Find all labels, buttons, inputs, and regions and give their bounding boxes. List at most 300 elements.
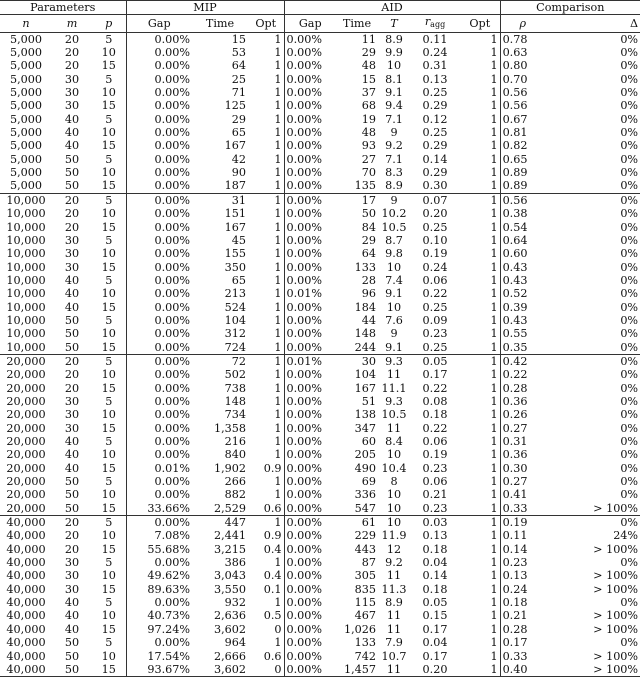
cell-p: 15 — [92, 341, 126, 355]
cell-m: 30 — [64, 582, 80, 596]
cell-aid-ragg: 0.15 — [422, 609, 448, 623]
cell-mip-gap: 93.67% — [126, 663, 192, 677]
cell-aid-T: 8.7 — [385, 233, 403, 247]
cell-aid-opt: 1 — [460, 475, 500, 488]
cell-rho: 0.41 — [502, 488, 528, 502]
cell-mip-time: 2,636 — [213, 609, 246, 623]
cell-aid-gap: 0.00% — [286, 394, 323, 408]
cell-n: 40,000 — [0, 663, 52, 677]
table-row — [0, 327, 640, 340]
cell-p: 15 — [92, 623, 126, 636]
cell-aid-T: 9.9 — [385, 46, 403, 60]
cell-mip-opt: 1 — [248, 354, 284, 368]
cell-mip-gap: 0.00% — [154, 59, 190, 73]
cell-aid-time: 443 — [354, 542, 376, 556]
cell-mip-time: 151 — [224, 207, 246, 221]
cell-mip-opt: 1 — [248, 274, 284, 287]
cell-aid-gap: 0.00% — [286, 421, 323, 435]
cell-m: 20 — [64, 381, 80, 395]
cell-p: 5 — [92, 274, 126, 287]
cell-aid-opt: 1 — [460, 73, 500, 86]
cell-delta: 0% — [620, 207, 639, 221]
cell-mip-gap: 0.00% — [154, 340, 190, 354]
cell-mip-opt: 0.6 — [248, 650, 284, 663]
cell-n: 5,000 — [9, 86, 43, 100]
cell-aid-T: 8.9 — [385, 596, 403, 610]
cell-n: 10,000 — [6, 327, 46, 341]
cell-aid-T: 7.9 — [385, 636, 403, 650]
cell-aid-opt: 1 — [460, 502, 500, 516]
cell-aid-opt: 1 — [460, 99, 500, 112]
cell-mip-gap: 0.00% — [154, 381, 190, 395]
cell-p: 15 — [92, 261, 126, 274]
cell-aid-gap: 0.00% — [286, 556, 323, 570]
table-row — [0, 408, 640, 421]
cell-m: 50 — [64, 327, 80, 341]
cell-mip-time: 3,215 — [213, 542, 246, 556]
table-row — [0, 543, 640, 556]
cell-n: 40,000 — [6, 569, 46, 583]
cell-aid-time: 29 — [361, 233, 376, 247]
cell-m: 20 — [52, 516, 92, 530]
cell-n: 40,000 — [6, 529, 46, 543]
cell-mip-opt: 1 — [248, 207, 284, 220]
cell-mip-gap: 33.66% — [147, 501, 190, 515]
cell-n: 20,000 — [6, 475, 46, 489]
cell-aid-time: 93 — [361, 139, 376, 153]
cell-delta: 0% — [620, 247, 639, 261]
cell-delta: 0% — [620, 381, 639, 395]
cell-mip-gap: 0.00% — [154, 220, 190, 234]
cell-mip-time: 3,602 — [213, 622, 246, 636]
cell-delta: 0% — [620, 636, 639, 650]
cell-rho: 0.54 — [502, 220, 528, 234]
cell-mip-opt: 1 — [248, 341, 284, 355]
cell-aid-opt: 1 — [460, 596, 500, 609]
cell-mip-time: 90 — [231, 166, 246, 180]
cell-mip-opt: 1 — [248, 301, 284, 314]
cell-aid-ragg: 0.10 — [422, 233, 448, 247]
cell-mip-time: 65 — [231, 126, 246, 140]
cell-mip-gap: 17.54% — [147, 649, 190, 663]
cell-delta: 0% — [620, 179, 639, 193]
cell-aid-opt: 1 — [460, 354, 500, 368]
cell-mip-opt: 1 — [248, 556, 284, 569]
cell-aid-time: 29 — [361, 46, 376, 60]
cell-mip-opt: 0.4 — [248, 543, 284, 556]
cell-mip-gap: 0.00% — [154, 448, 190, 462]
cell-aid-opt: 1 — [460, 207, 500, 220]
cell-delta: 0% — [620, 461, 639, 475]
cell-aid-opt: 1 — [460, 435, 500, 448]
cell-aid-T: 8 — [390, 475, 398, 489]
cell-rho: 0.38 — [502, 207, 528, 221]
cell-mip-opt: 1 — [248, 73, 284, 86]
cell-m: 50 — [64, 179, 80, 193]
cell-mip-opt: 1 — [248, 113, 284, 126]
cell-aid-T: 7.4 — [385, 273, 403, 287]
cell-delta: 0% — [620, 152, 639, 166]
cell-mip-gap: 0.00% — [154, 556, 190, 570]
cell-aid-time: 133 — [354, 636, 376, 650]
cell-aid-opt: 1 — [460, 408, 500, 421]
cell-n: 40,000 — [6, 622, 46, 636]
cell-delta: 0% — [620, 46, 639, 60]
cell-mip-opt: 0.5 — [248, 609, 284, 622]
cell-p: 10 — [92, 529, 126, 542]
cell-aid-time: 1,026 — [343, 622, 376, 636]
cell-p: 15 — [92, 462, 126, 475]
cell-mip-gap: 0.00% — [154, 394, 190, 408]
cell-aid-gap: 0.01% — [284, 354, 336, 368]
table-row — [0, 207, 640, 220]
cell-rho: 0.28 — [502, 622, 528, 636]
cell-rho: 0.55 — [502, 327, 528, 341]
group-header-parameters: Parameters — [0, 1, 126, 15]
cell-rho: 0.42 — [500, 354, 545, 368]
cell-mip-opt: 1 — [248, 126, 284, 139]
cell-p: 5 — [92, 153, 126, 166]
cell-m: 20 — [64, 32, 80, 46]
cell-aid-time: 28 — [361, 273, 376, 287]
cell-mip-gap: 0.00% — [154, 475, 190, 489]
cell-mip-gap: 0.00% — [154, 260, 190, 274]
cell-aid-opt: 1 — [460, 556, 500, 569]
cell-m: 40 — [64, 596, 80, 610]
cell-delta: 0% — [620, 475, 639, 489]
cell-p: 10 — [92, 368, 126, 381]
cell-p: 10 — [92, 488, 126, 501]
cell-mip-opt: 1 — [248, 99, 284, 112]
cell-aid-ragg: 0.17 — [422, 368, 448, 382]
cell-rho: 0.17 — [502, 636, 528, 650]
cell-aid-opt: 1 — [460, 247, 500, 260]
cell-aid-gap: 0.00% — [284, 663, 336, 677]
cell-mip-time: 72 — [192, 354, 248, 368]
cell-aid-time: 11 — [361, 32, 376, 46]
cell-aid-gap: 0.00% — [286, 488, 323, 502]
cell-aid-ragg: 0.25 — [422, 300, 448, 314]
cell-aid-ragg: 0.25 — [422, 340, 448, 354]
col-aid-ragg-r: r — [424, 15, 431, 29]
cell-aid-ragg: 0.29 — [422, 139, 448, 153]
cell-rho: 0.35 — [502, 340, 528, 354]
cell-mip-opt: 1 — [248, 166, 284, 179]
cell-aid-time: 15 — [361, 72, 376, 86]
cell-mip-time: 2,441 — [213, 529, 246, 543]
cell-mip-gap: 49.62% — [147, 569, 190, 583]
cell-mip-gap: 40.73% — [147, 609, 190, 623]
cell-m: 30 — [64, 408, 80, 422]
cell-aid-T: 11.9 — [381, 529, 407, 543]
cell-mip-gap: 0.00% — [154, 99, 190, 113]
table-row — [0, 301, 640, 314]
group-header-row — [0, 1, 640, 15]
cell-mip-opt: 1 — [248, 234, 284, 247]
cell-delta: 0% — [620, 32, 639, 46]
cell-aid-T: 8.9 — [385, 32, 403, 46]
cell-aid-time: 37 — [361, 86, 376, 100]
cell-rho: 0.43 — [502, 313, 528, 327]
cell-rho: 0.11 — [502, 529, 528, 543]
group-header-aid: AID — [284, 1, 500, 15]
cell-aid-opt: 1 — [460, 609, 500, 622]
cell-aid-time: 48 — [361, 59, 376, 73]
cell-p: 5 — [92, 32, 126, 46]
cell-delta: > 100% — [545, 663, 640, 677]
cell-p: 15 — [92, 543, 126, 556]
cell-mip-opt: 1 — [248, 516, 284, 530]
cell-mip-time: 42 — [231, 152, 246, 166]
cell-mip-time: 31 — [192, 193, 248, 207]
cell-aid-T: 10.5 — [381, 408, 407, 422]
table-row — [0, 32, 640, 46]
table-row — [0, 261, 640, 274]
cell-aid-gap: 0.00% — [286, 233, 323, 247]
cell-aid-gap: 0.00% — [286, 273, 323, 287]
cell-p: 10 — [92, 650, 126, 663]
cell-aid-T: 9.1 — [385, 287, 403, 301]
cell-p: 10 — [92, 609, 126, 622]
cell-aid-ragg: 0.19 — [422, 448, 448, 462]
cell-aid-time: 44 — [361, 313, 376, 327]
cell-aid-T: 10.2 — [381, 207, 407, 221]
table-row — [0, 663, 640, 677]
cell-delta: 0% — [620, 394, 639, 408]
cell-rho: 0.33 — [502, 649, 528, 663]
cell-n: 10,000 — [6, 273, 46, 287]
cell-mip-time: 15 — [231, 32, 246, 46]
cell-mip-gap: 97.24% — [147, 622, 190, 636]
cell-rho: 0.56 — [502, 99, 528, 113]
cell-mip-gap: 0.00% — [154, 207, 190, 221]
cell-m: 40 — [64, 139, 80, 153]
cell-aid-ragg: 0.21 — [422, 488, 448, 502]
table-row — [0, 234, 640, 247]
cell-mip-time: 148 — [224, 394, 246, 408]
col-delta: Δ — [545, 15, 640, 32]
cell-aid-T: 7.6 — [385, 313, 403, 327]
cell-rho: 0.89 — [502, 179, 528, 193]
cell-n: 20,000 — [6, 368, 46, 382]
cell-m: 30 — [64, 421, 80, 435]
cell-mip-gap: 0.00% — [154, 488, 190, 502]
cell-aid-opt: 1 — [460, 179, 500, 193]
cell-rho: 0.30 — [502, 461, 528, 475]
cell-aid-gap: 0.00% — [286, 313, 323, 327]
table-row — [0, 166, 640, 179]
cell-n: 10,000 — [6, 247, 46, 261]
cell-mip-gap: 7.08% — [154, 529, 190, 543]
cell-rho: 0.43 — [502, 273, 528, 287]
cell-mip-time: 3,550 — [213, 582, 246, 596]
cell-mip-time: 25 — [231, 72, 246, 86]
cell-delta: 0% — [620, 273, 639, 287]
cell-delta: > 100% — [593, 501, 639, 515]
cell-aid-opt: 1 — [460, 382, 500, 395]
cell-rho: 0.24 — [502, 582, 528, 596]
cell-aid-T: 9.8 — [385, 247, 403, 261]
cell-n: 5,000 — [9, 72, 43, 86]
cell-mip-time: 3,043 — [213, 569, 246, 583]
cell-aid-gap: 0.00% — [286, 381, 323, 395]
cell-delta: 0% — [620, 86, 639, 100]
cell-n: 10,000 — [0, 193, 52, 207]
cell-mip-time: 312 — [224, 327, 246, 341]
cell-delta: 0% — [620, 220, 639, 234]
cell-aid-opt: 1 — [460, 543, 500, 556]
cell-p: 10 — [92, 408, 126, 421]
cell-m: 20 — [52, 354, 92, 368]
cell-mip-opt: 1 — [248, 636, 284, 649]
cell-aid-time: 547 — [354, 501, 376, 515]
cell-aid-gap: 0.00% — [286, 112, 323, 126]
cell-m: 30 — [64, 556, 80, 570]
cell-aid-time: 742 — [354, 649, 376, 663]
cell-p: 10 — [92, 448, 126, 461]
cell-mip-opt: 0.9 — [248, 462, 284, 475]
cell-aid-gap: 0.00% — [286, 435, 323, 448]
cell-aid-ragg: 0.25 — [422, 86, 448, 100]
cell-m: 30 — [64, 99, 80, 113]
cell-mip-time: 524 — [224, 300, 246, 314]
cell-aid-ragg: 0.25 — [422, 126, 448, 140]
cell-aid-T: 9.2 — [385, 139, 403, 153]
cell-aid-opt: 1 — [460, 650, 500, 663]
column-header-row — [0, 15, 640, 32]
cell-aid-gap: 0.00% — [286, 300, 323, 314]
cell-p: 5 — [92, 475, 126, 488]
cell-delta: 0% — [620, 139, 639, 153]
table-row — [0, 475, 640, 488]
cell-mip-time: 447 — [192, 516, 248, 530]
cell-n: 20,000 — [6, 435, 46, 448]
cell-aid-gap: 0.00% — [286, 636, 323, 650]
cell-aid-T: 9 — [390, 327, 398, 341]
table-row — [0, 502, 640, 516]
cell-n: 10,000 — [6, 300, 46, 314]
table-row — [0, 529, 640, 542]
cell-p: 5 — [92, 435, 126, 448]
cell-aid-T: 9 — [378, 193, 410, 207]
cell-aid-T: 10 — [386, 448, 402, 462]
cell-m: 20 — [64, 207, 80, 221]
cell-aid-opt: 1 — [460, 287, 500, 300]
cell-p: 15 — [92, 663, 126, 677]
cell-p: 15 — [92, 139, 126, 152]
cell-aid-opt: 1 — [460, 234, 500, 247]
cell-aid-time: 135 — [354, 179, 376, 193]
cell-m: 30 — [64, 72, 80, 86]
cell-rho: 0.81 — [502, 126, 528, 140]
cell-mip-time: 1,358 — [213, 421, 246, 435]
cell-rho: 0.19 — [500, 516, 545, 530]
cell-aid-gap: 0.00% — [286, 260, 323, 274]
cell-mip-gap: 0.00% — [154, 408, 190, 422]
cell-rho: 0.18 — [502, 596, 528, 610]
cell-rho: 0.60 — [502, 247, 528, 261]
cell-m: 50 — [64, 166, 80, 180]
cell-m: 30 — [64, 569, 80, 583]
cell-aid-opt: 1 — [460, 113, 500, 126]
cell-mip-opt: 1 — [248, 193, 284, 207]
table-row — [0, 287, 640, 300]
col-aid-ragg-sub: agg — [430, 20, 446, 30]
cell-m: 40 — [64, 448, 80, 462]
cell-mip-opt: 0.1 — [248, 583, 284, 596]
cell-mip-time: 386 — [224, 556, 246, 570]
cell-m: 40 — [64, 273, 80, 287]
table-row — [0, 73, 640, 86]
cell-delta: 0% — [620, 421, 639, 435]
cell-mip-time: 167 — [224, 139, 246, 153]
cell-mip-gap: 0.00% — [126, 516, 192, 530]
cell-aid-time: 467 — [354, 609, 376, 623]
table-row — [0, 179, 640, 193]
cell-delta: 0% — [620, 313, 639, 327]
cell-mip-opt: 1 — [248, 46, 284, 59]
cell-aid-ragg: 0.09 — [422, 313, 448, 327]
cell-rho: 0.64 — [502, 233, 528, 247]
cell-aid-opt: 1 — [460, 126, 500, 139]
cell-m: 20 — [64, 368, 80, 382]
cell-delta: 0% — [620, 596, 639, 610]
cell-aid-T: 7.1 — [385, 112, 403, 126]
cell-m: 20 — [64, 542, 80, 556]
cell-aid-time: 244 — [354, 340, 376, 354]
cell-aid-gap: 0.00% — [286, 475, 323, 489]
cell-p: 15 — [92, 422, 126, 435]
cell-n: 20,000 — [6, 448, 46, 462]
cell-mip-gap: 0.00% — [154, 435, 190, 448]
table-row — [0, 139, 640, 152]
cell-aid-opt: 1 — [460, 314, 500, 327]
cell-rho: 0.36 — [502, 394, 528, 408]
cell-delta: > 100% — [593, 609, 639, 623]
cell-aid-ragg: 0.13 — [422, 72, 448, 86]
table-row — [0, 623, 640, 636]
cell-mip-time: 1,902 — [213, 461, 246, 475]
cell-aid-opt: 1 — [460, 663, 500, 677]
cell-n: 10,000 — [6, 287, 46, 301]
cell-mip-gap: 0.00% — [154, 300, 190, 314]
cell-mip-time: 213 — [224, 287, 246, 301]
cell-aid-gap: 0.00% — [286, 596, 323, 610]
cell-mip-time: 125 — [224, 99, 246, 113]
cell-aid-T: 9.3 — [385, 394, 403, 408]
table-row — [0, 274, 640, 287]
cell-aid-time: 60 — [361, 435, 376, 448]
cell-rho: 0.26 — [502, 408, 528, 422]
cell-n: 20,000 — [6, 461, 46, 475]
cell-aid-ragg: 0.25 — [422, 220, 448, 234]
cell-aid-time: 96 — [361, 287, 376, 301]
cell-aid-gap: 0.00% — [286, 220, 323, 234]
cell-n: 40,000 — [6, 556, 46, 570]
cell-aid-gap: 0.00% — [286, 126, 323, 140]
cell-rho: 0.78 — [502, 32, 528, 46]
cell-aid-gap: 0.00% — [286, 649, 323, 663]
cell-delta: > 100% — [593, 569, 639, 583]
cell-aid-time: 1,457 — [336, 663, 378, 677]
cell-delta: 0% — [620, 340, 639, 354]
cell-aid-T: 8.9 — [385, 179, 403, 193]
cell-rho: 0.67 — [502, 112, 528, 126]
cell-aid-ragg: 0.23 — [422, 461, 448, 475]
cell-mip-opt: 1 — [248, 448, 284, 461]
cell-m: 50 — [64, 636, 80, 650]
cell-n: 20,000 — [6, 408, 46, 422]
